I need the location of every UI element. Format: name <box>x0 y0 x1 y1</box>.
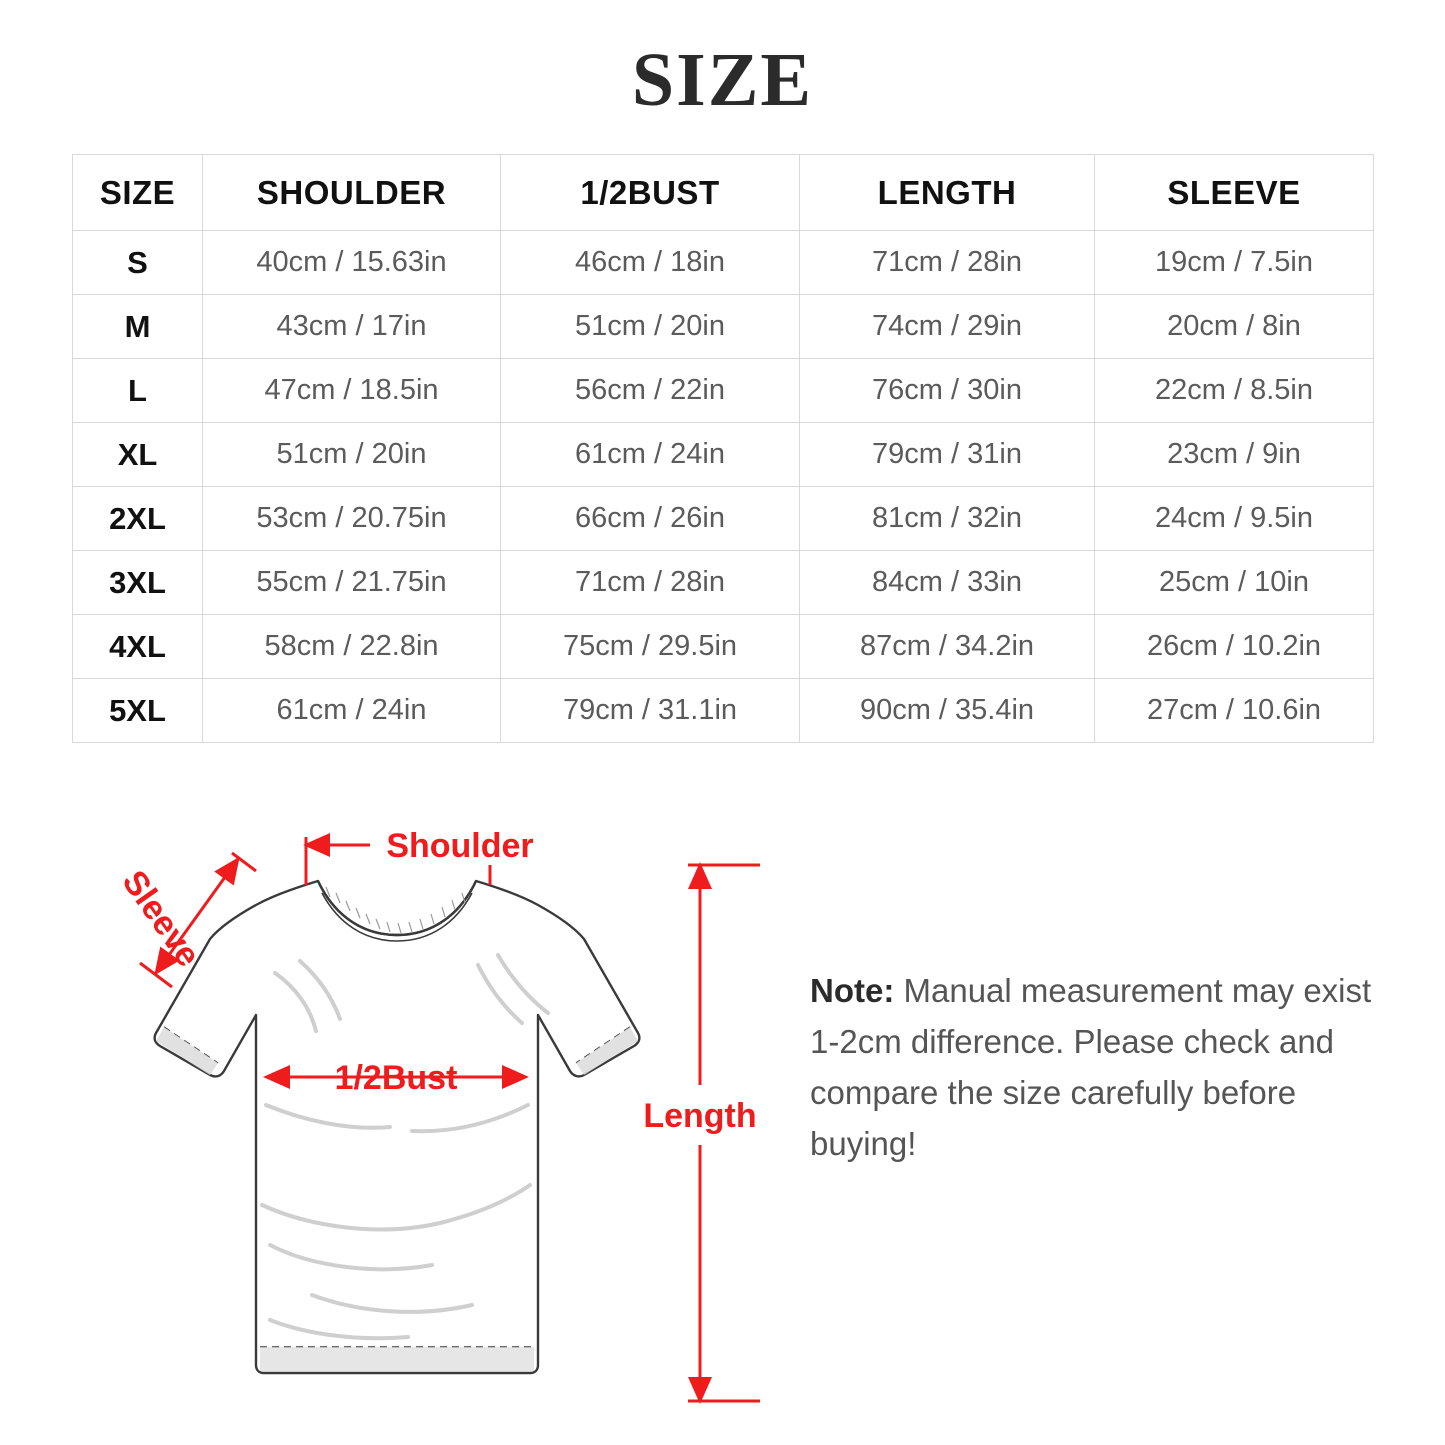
cell-shoulder: 40cm / 15.63in <box>203 231 501 295</box>
cell-bust: 66cm / 26in <box>501 487 800 551</box>
bottom-hem-shading <box>260 1347 534 1371</box>
table-header-row <box>73 155 1374 231</box>
table-row <box>73 551 1374 615</box>
cell-length: 87cm / 34.2in <box>800 615 1095 679</box>
table-row <box>73 231 1374 295</box>
cell-sleeve: 24cm / 9.5in <box>1095 487 1374 551</box>
cell-sleeve: 19cm / 7.5in <box>1095 231 1374 295</box>
label-length: Length <box>643 1097 757 1135</box>
cell-sleeve: 27cm / 10.6in <box>1095 679 1374 743</box>
note-label: Note: <box>810 972 895 1009</box>
cell-length: 76cm / 30in <box>800 359 1095 423</box>
table-row <box>73 359 1374 423</box>
column-header-sleeve: SLEEVE <box>1095 155 1374 231</box>
cell-length: 74cm / 29in <box>800 295 1095 359</box>
cell-size: 5XL <box>73 679 203 743</box>
cell-size: 2XL <box>73 487 203 551</box>
table-row <box>73 679 1374 743</box>
column-header-length: LENGTH <box>800 155 1095 231</box>
label-sleeve: Sleeve <box>114 863 208 974</box>
label-bust: 1/2Bust <box>334 1059 458 1097</box>
cell-shoulder: 55cm / 21.75in <box>203 551 501 615</box>
cell-size: XL <box>73 423 203 487</box>
cell-shoulder: 51cm / 20in <box>203 423 501 487</box>
column-header-bust: 1/2BUST <box>501 155 800 231</box>
size-chart-table <box>72 154 1374 743</box>
table-row <box>73 487 1374 551</box>
cell-length: 90cm / 35.4in <box>800 679 1095 743</box>
cell-sleeve: 20cm / 8in <box>1095 295 1374 359</box>
label-shoulder: Shoulder <box>386 827 534 865</box>
table-row <box>73 295 1374 359</box>
table-row <box>73 615 1374 679</box>
cell-sleeve: 25cm / 10in <box>1095 551 1374 615</box>
cell-shoulder: 47cm / 18.5in <box>203 359 501 423</box>
cell-length: 79cm / 31in <box>800 423 1095 487</box>
size-chart-table-wrapper <box>72 154 1373 743</box>
cell-size: M <box>73 295 203 359</box>
cell-sleeve: 22cm / 8.5in <box>1095 359 1374 423</box>
cell-sleeve: 23cm / 9in <box>1095 423 1374 487</box>
page-title: SIZE <box>631 38 814 122</box>
cell-length: 84cm / 33in <box>800 551 1095 615</box>
cell-bust: 56cm / 22in <box>501 359 800 423</box>
column-header-shoulder: SHOULDER <box>203 155 501 231</box>
cell-size: 3XL <box>73 551 203 615</box>
cell-sleeve: 26cm / 10.2in <box>1095 615 1374 679</box>
tshirt-illustration <box>155 881 640 1373</box>
cell-shoulder: 61cm / 24in <box>203 679 501 743</box>
cell-shoulder: 43cm / 17in <box>203 295 501 359</box>
tshirt-measurement-diagram <box>60 775 820 1435</box>
cell-bust: 71cm / 28in <box>501 551 800 615</box>
note-text-block <box>810 965 1390 1170</box>
cell-size: S <box>73 231 203 295</box>
cell-size: L <box>73 359 203 423</box>
cell-size: 4XL <box>73 615 203 679</box>
cell-shoulder: 53cm / 20.75in <box>203 487 501 551</box>
cell-bust: 61cm / 24in <box>501 423 800 487</box>
table-row <box>73 423 1374 487</box>
measurement-guide-section <box>0 775 1445 1445</box>
cell-shoulder: 58cm / 22.8in <box>203 615 501 679</box>
cell-bust: 46cm / 18in <box>501 231 800 295</box>
cell-bust: 75cm / 29.5in <box>501 615 800 679</box>
cell-bust: 51cm / 20in <box>501 295 800 359</box>
cell-bust: 79cm / 31.1in <box>501 679 800 743</box>
note-body: Manual measurement may exist 1-2cm difference. Please check and compare the size carefully before buying! <box>810 972 1372 1163</box>
cell-length: 71cm / 28in <box>800 231 1095 295</box>
column-header-size: SIZE <box>73 155 203 231</box>
cell-length: 81cm / 32in <box>800 487 1095 551</box>
